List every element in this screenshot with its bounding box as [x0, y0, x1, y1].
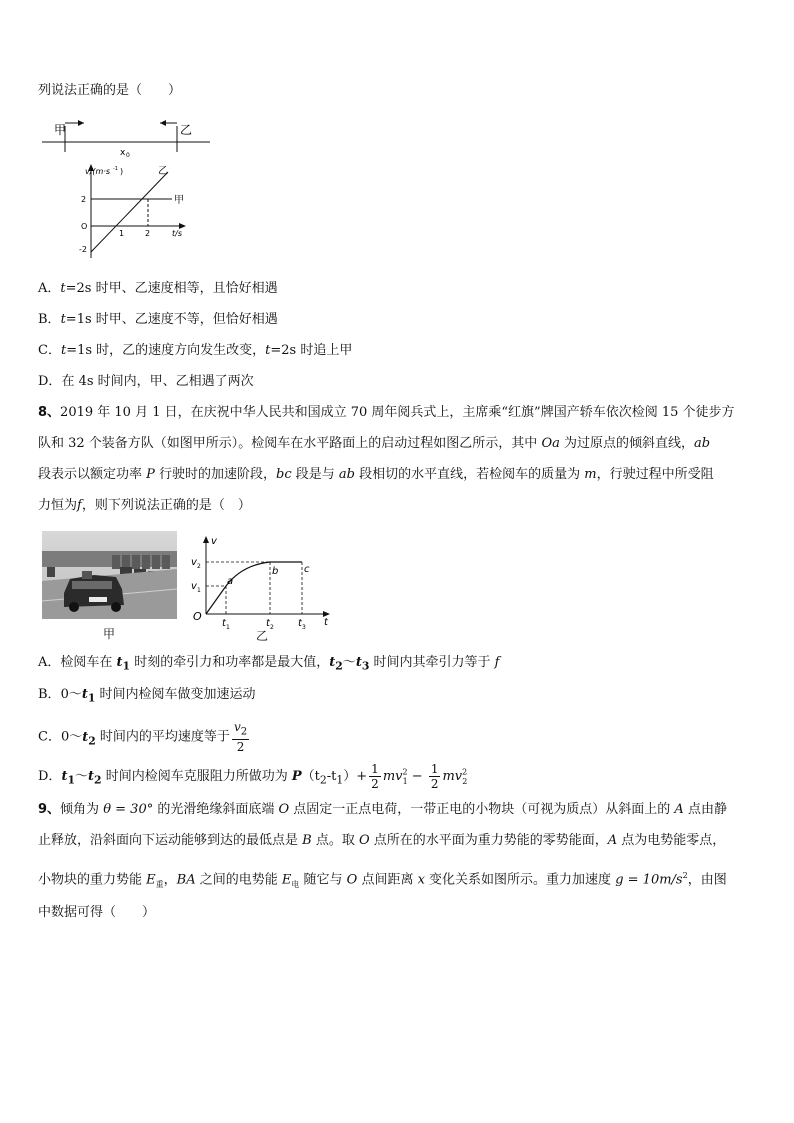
t2-label: t [266, 618, 270, 629]
q9-text: 随它与 [299, 872, 347, 888]
q9-text: 点由静 [683, 802, 727, 817]
subscript: 2 [88, 734, 96, 748]
point-b-label: b [272, 566, 279, 577]
frac-den: 2 [430, 777, 439, 791]
q9-text: 变化关系如图所示。重力加速度 [424, 872, 616, 888]
var-e: E [281, 872, 292, 888]
var-t: t [329, 655, 336, 670]
superscript: 2 [462, 767, 468, 777]
subscript: 1 [67, 773, 75, 787]
q9-text: ， [163, 872, 177, 888]
v-axis-label: v/(m·s [85, 167, 111, 176]
tilde: ～ [75, 769, 89, 784]
var-b: B [302, 833, 312, 848]
origin-label: O [81, 222, 88, 231]
subscript: 1 [336, 773, 344, 787]
q9-line-4: 中数据可得（ ） [38, 905, 156, 920]
var-t: t [82, 729, 89, 745]
car-b-arrowhead [160, 120, 166, 126]
var-t: t [355, 655, 362, 670]
var-t: t [60, 281, 66, 296]
subscript: 2 [319, 773, 327, 787]
q9-text: 倾角为 [60, 802, 104, 817]
q9-line-2 [38, 831, 725, 851]
q8-text: 力恒为 [38, 498, 78, 513]
frac-den: 2 [236, 740, 245, 755]
q8-option-b[interactable] [38, 685, 256, 709]
fraction-half-2 [429, 762, 441, 791]
subscript: 1 [87, 691, 96, 705]
t2-subscript: 2 [270, 624, 274, 631]
var-x: x [417, 872, 425, 888]
var-t: t [60, 343, 67, 358]
v2-label: v [191, 557, 197, 568]
q9-text: 的光滑绝缘斜面底端 [153, 802, 279, 817]
option-letter: B． [38, 312, 61, 327]
car-b-label: 乙 [180, 123, 193, 137]
frac-num: v [233, 720, 241, 734]
subscript: 电 [291, 879, 300, 889]
t1-subscript: 1 [226, 624, 230, 631]
option-letter: A． [38, 281, 61, 296]
t-axis-label: t/s [172, 229, 182, 238]
q8-option-a[interactable] [38, 653, 499, 677]
q8-vt-graph [190, 532, 340, 632]
option-text: 0～ [60, 729, 83, 745]
q8-text: 为过原点的倾斜直线， [559, 436, 695, 451]
var-oa: Oa [541, 436, 560, 451]
frac-num: 1 [430, 762, 439, 776]
q8-line-2 [38, 434, 710, 454]
t3-subscript: 3 [302, 624, 306, 631]
subscript: 重 [155, 879, 164, 889]
option-text: 时刻的牵引力和功率都是最大值， [130, 655, 330, 670]
q7-vt-graph [72, 160, 202, 262]
var-t: t [60, 312, 66, 327]
x-tick-1: 1 [119, 229, 125, 238]
paren-open: （t [301, 769, 320, 784]
var-mv: mv [382, 769, 403, 784]
subscript: 1 [122, 659, 131, 673]
parade-car-photo [42, 531, 177, 619]
var-t: t [81, 687, 88, 702]
superscript: 2 [402, 767, 408, 777]
question-number: 8、 [38, 405, 61, 420]
option-letter: A． [38, 655, 61, 670]
q8-text: 队和 32 个装备方队（如图甲所示）。检阅车在水平路面上的启动过程如图乙所示，其中 [38, 436, 542, 451]
q9-line-1 [38, 800, 727, 820]
var-o: O [358, 833, 370, 848]
gap-subscript: 0 [126, 152, 130, 159]
var-a: A [607, 833, 618, 848]
q9-text: ，由图 [687, 872, 727, 888]
option-text: 时间内检阅车做变加速运动 [95, 687, 256, 702]
option-text: 时间内其牵引力等于 [369, 655, 495, 670]
option-letter: D． [38, 374, 62, 389]
var-t: t [116, 655, 123, 670]
var-theta: θ = 30° [103, 802, 154, 817]
var-ba: BA [176, 872, 196, 888]
option-text: 检阅车在 [60, 655, 117, 670]
line-jia-label: 甲 [174, 195, 184, 206]
option-text: =1s 时甲、乙速度不等，但恰好相遇 [65, 312, 278, 327]
var-g: g = 10m/s [615, 872, 683, 888]
q9-text: 点所在的水平面为重力势能的零势能面， [369, 833, 608, 848]
q7-option-d[interactable] [38, 372, 254, 392]
q9-text: 止释放，沿斜面向下运动能够到达的最低点是 [38, 833, 303, 848]
var-f: f [77, 498, 82, 513]
var-p: P [291, 769, 302, 784]
var-t: t [88, 769, 95, 784]
q8-text: 2019 年 10 月 1 日，在庆祝中华人民共和国成立 70 周年阅兵式上，主席乘“红旗”牌国产轿车依次检阅 15 个徒步方 [60, 405, 735, 420]
line-yi-label: 乙 [158, 166, 168, 177]
var-t: t [61, 769, 68, 784]
subscript: 2 [335, 659, 343, 673]
tilde: ～ [342, 655, 356, 670]
t-axis-label: t [324, 617, 328, 628]
car-a-arrowhead [78, 120, 84, 126]
fraction-half-1 [369, 762, 381, 791]
var-ab: ab [338, 467, 355, 482]
var-ab: ab [694, 436, 711, 451]
q7-stem-tail: 列说法正确的是（ ） [38, 83, 182, 98]
option-text: =2s 时追上甲 [270, 343, 353, 358]
subscript: 2 [240, 726, 248, 738]
minus-t: -t [326, 769, 337, 784]
frac-num: 1 [371, 762, 379, 776]
fraction-v2-over-2 [232, 720, 249, 754]
var-e: E [146, 872, 156, 888]
line-yi [91, 172, 168, 252]
v-axis-exp: -1 [113, 166, 118, 172]
option-text: 时间内检阅车克服阻力所做功为 [101, 769, 292, 784]
var-t: t [265, 343, 271, 358]
var-m: m [584, 467, 597, 482]
v1-label: v [191, 581, 197, 592]
var-o: O [278, 802, 290, 817]
v-axis-label: v [211, 536, 217, 547]
point-c-label: c [304, 564, 310, 575]
option-letter: D． [38, 769, 62, 784]
var-o: O [346, 872, 358, 888]
q8-text: 段是与 [291, 467, 339, 482]
minus-sign: − [407, 769, 427, 784]
q7-option-c[interactable] [38, 341, 352, 361]
q9-text: 点。取 [311, 833, 359, 848]
q9-text: 点为电势能零点， [617, 833, 726, 848]
q8-option-c[interactable] [38, 720, 251, 754]
q8-text: 段表示以额定功率 [38, 467, 147, 482]
q9-text: 之间的电势能 [195, 872, 282, 888]
gap-label: x [120, 148, 126, 158]
q8-text: ，则下列说法正确的是（ ） [81, 498, 251, 513]
var-f: f [494, 655, 500, 670]
q9-text: 小物块的重力势能 [38, 872, 147, 888]
q8-text: 段相切的水平直线，若检阅车的质量为 [354, 467, 585, 482]
subscript: 3 [361, 659, 370, 673]
v2-subscript: 2 [197, 563, 201, 570]
superscript: 2 [682, 871, 688, 880]
question-number: 9、 [38, 802, 61, 817]
option-text: 时间内的平均速度等于 [95, 729, 230, 745]
fig-yi-caption: 乙 [256, 629, 269, 643]
var-mv: mv [442, 769, 463, 784]
subscript: 2 [94, 773, 102, 787]
x-tick-2: 2 [145, 229, 151, 238]
t3-label: t [298, 618, 302, 629]
point-a-label: a [227, 576, 234, 587]
var-a: A [674, 802, 684, 817]
q7-cars-figure [38, 112, 218, 160]
option-text: 在 4s 时间内，甲、乙相遇了两次 [61, 374, 254, 389]
option-text: =2s 时甲、乙速度相等，且恰好相遇 [65, 281, 278, 296]
q8-option-d[interactable] [38, 762, 467, 792]
q8-text: ，行驶过程中所受阻 [596, 467, 714, 482]
option-letter: B． [38, 687, 61, 702]
paren-close: ）+ [343, 769, 368, 784]
v-axis-arrow [203, 536, 209, 543]
option-text: 0～ [60, 687, 82, 702]
origin-label: O [193, 610, 202, 623]
q8-line-1 [38, 403, 735, 423]
q9-line-3 [38, 866, 727, 895]
subscript: 2 [462, 776, 468, 786]
option-letter: C． [38, 343, 61, 358]
parade-car-image [42, 531, 177, 619]
q8-text: 行驶时的加速阶段， [154, 467, 277, 482]
q8-line-4 [38, 496, 251, 516]
t1-label: t [222, 618, 226, 629]
option-text: =1s 时，乙的速度方向发生改变， [66, 343, 266, 358]
q7-option-a[interactable] [38, 279, 278, 299]
y-tick-2: 2 [81, 195, 87, 204]
q9-text: 点间距离 [357, 872, 418, 888]
car-a-label: 甲 [54, 123, 67, 137]
fig-jia-caption: 甲 [103, 627, 116, 641]
v-axis-close: ) [120, 167, 124, 176]
v1-subscript: 1 [197, 587, 201, 594]
var-bc: bc [276, 467, 292, 482]
subscript: 1 [402, 776, 408, 786]
y-tick-neg2: -2 [79, 245, 87, 254]
q7-option-b[interactable] [38, 310, 278, 330]
option-letter: C． [38, 729, 61, 745]
q9-text: 点固定一正点电荷，一带正电的小物块（可视为质点）从斜面上的 [289, 802, 675, 817]
q8-line-3 [38, 465, 714, 485]
var-p: P [146, 467, 155, 482]
frac-den: 2 [371, 777, 379, 791]
vt-curve [206, 562, 302, 614]
